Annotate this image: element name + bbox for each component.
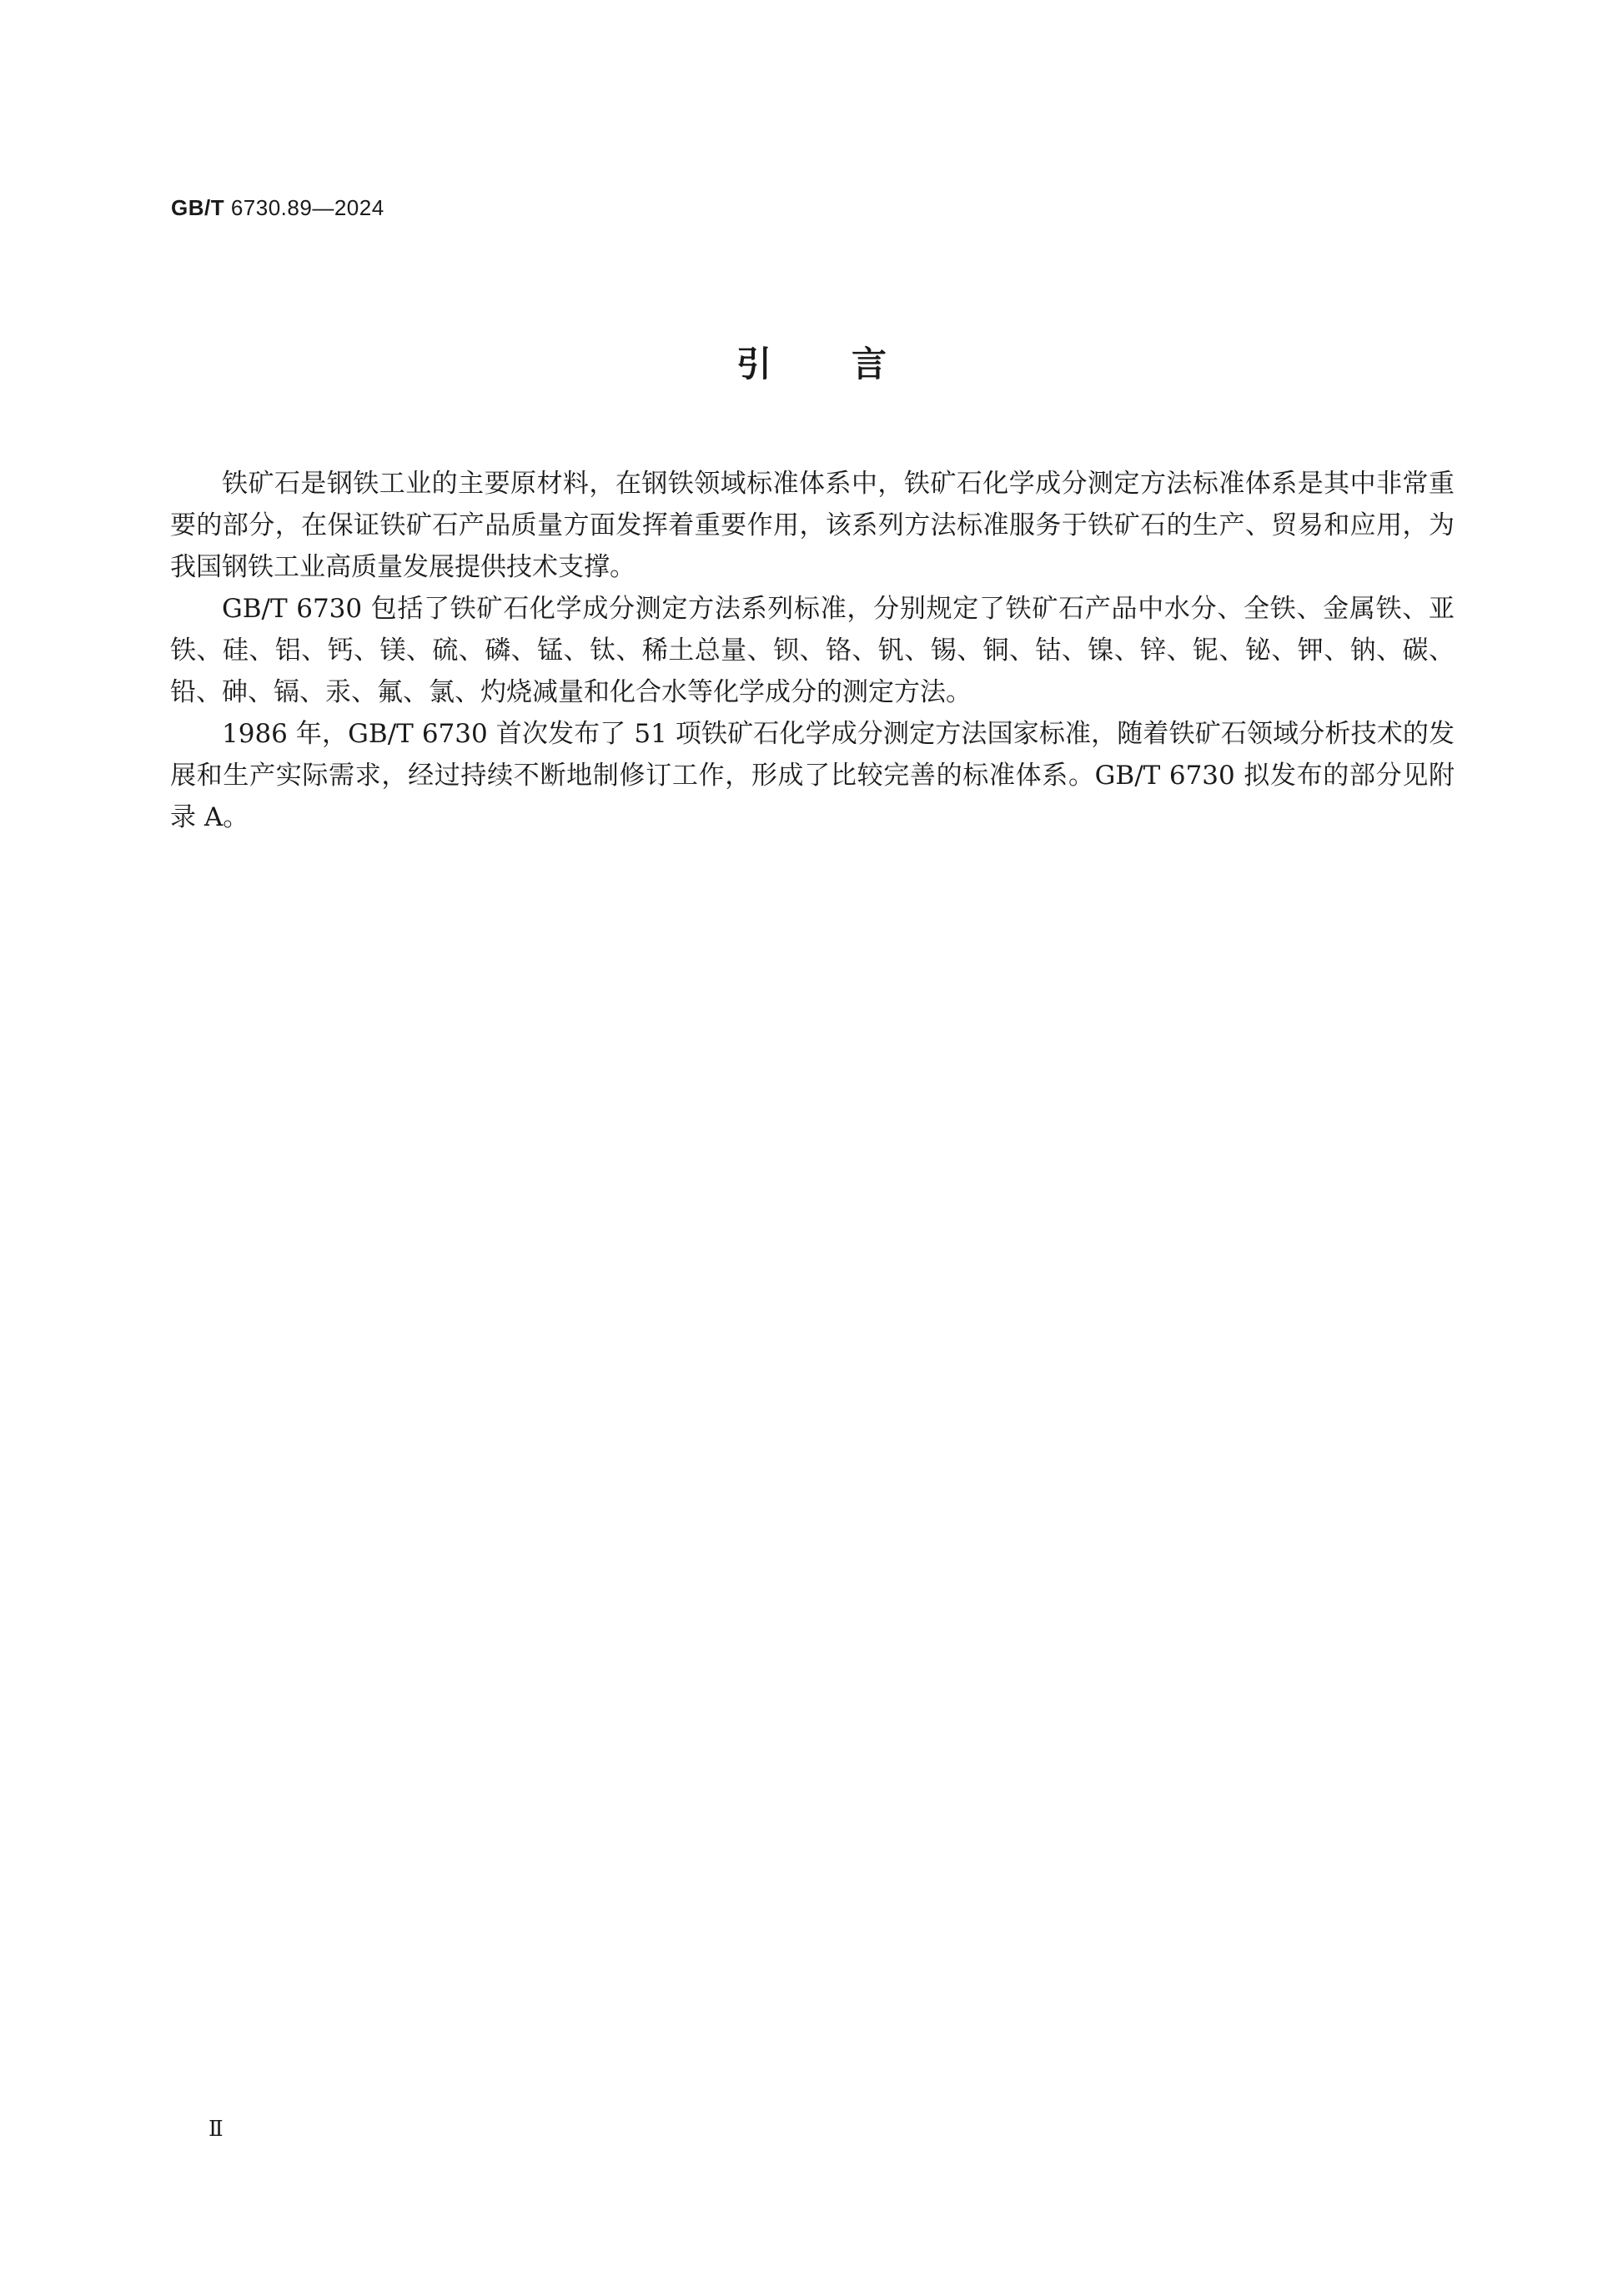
standard-prefix: GB/T [171,195,225,220]
paragraph-1: 铁矿石是钢铁工业的主要原材料，在钢铁领域标准体系中，铁矿石化学成分测定方法标准体系是其中非常重要的部分，在保证铁矿石产品质量方面发挥着重要作用，该系列方法标准服务于铁矿石的生产、贸易和应用，为我国钢铁工业高质量发展提供技术支撑。 [170,469,1455,582]
section-title: 引言 [736,344,967,384]
page-number: Ⅱ [209,2117,224,2142]
paragraph-3: 1986 年，GB/T 6730 首次发布了 51 项铁矿石化学成分测定方法国家标准，随着铁矿石领域分析技术的发展和生产实际需求，经过持续不断地制修订工作，形成了比较完善的标准体系。GB/T 6730 拟发布的部分见附录 A。 [170,719,1455,832]
introduction-body [170,463,1455,838]
standard-header [171,195,384,221]
paragraph-2: GB/T 6730 包括了铁矿石化学成分测定方法系列标准，分别规定了铁矿石产品中水分、全铁、金属铁、亚铁、硅、铝、钙、镁、硫、磷、锰、钛、稀土总量、钡、铬、钒、锡、铜、钴、镍、锌、铌、铋、钾、钠、碳、铅、砷、镉、汞、氟、氯、灼烧减量和化合水等化学成分的测定方法。 [170,594,1455,707]
standard-number: 6730.89—2024 [230,195,384,220]
